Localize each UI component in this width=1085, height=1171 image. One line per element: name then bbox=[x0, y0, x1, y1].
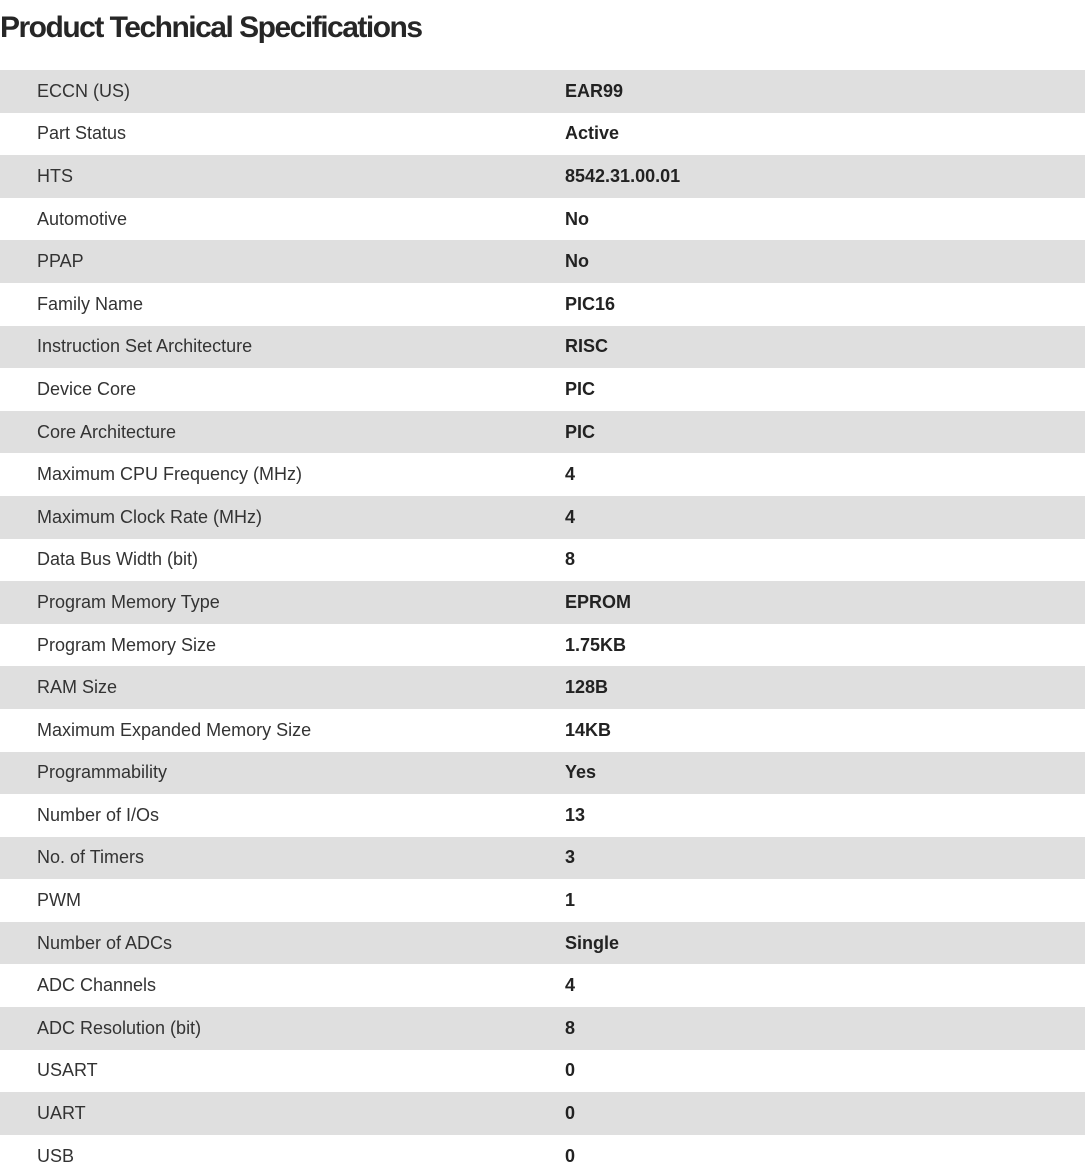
spec-label: Maximum Clock Rate (MHz) bbox=[0, 496, 565, 539]
spec-value: PIC16 bbox=[565, 283, 1085, 326]
spec-label: ADC Resolution (bit) bbox=[0, 1007, 565, 1050]
spec-label: Data Bus Width (bit) bbox=[0, 539, 565, 582]
spec-label: Instruction Set Architecture bbox=[0, 326, 565, 369]
spec-label: PPAP bbox=[0, 240, 565, 283]
spec-value: 14KB bbox=[565, 709, 1085, 752]
table-row bbox=[0, 453, 1085, 496]
table-row bbox=[0, 155, 1085, 198]
table-row bbox=[0, 709, 1085, 752]
spec-value: EPROM bbox=[565, 581, 1085, 624]
spec-value: Yes bbox=[565, 752, 1085, 795]
spec-label: Device Core bbox=[0, 368, 565, 411]
spec-value: 4 bbox=[565, 496, 1085, 539]
spec-value: 0 bbox=[565, 1092, 1085, 1135]
specifications-table-body bbox=[0, 70, 1085, 1171]
spec-label: Maximum Expanded Memory Size bbox=[0, 709, 565, 752]
table-row bbox=[0, 581, 1085, 624]
spec-value: 1.75KB bbox=[565, 624, 1085, 667]
table-row bbox=[0, 1135, 1085, 1171]
spec-label: Program Memory Size bbox=[0, 624, 565, 667]
spec-label: UART bbox=[0, 1092, 565, 1135]
spec-label: ECCN (US) bbox=[0, 70, 565, 113]
table-row bbox=[0, 752, 1085, 795]
spec-value: PIC bbox=[565, 411, 1085, 454]
table-row bbox=[0, 624, 1085, 667]
specifications-table bbox=[0, 70, 1085, 1171]
spec-value: Active bbox=[565, 113, 1085, 156]
table-row bbox=[0, 240, 1085, 283]
spec-label: Number of I/Os bbox=[0, 794, 565, 837]
table-row bbox=[0, 837, 1085, 880]
spec-label: USB bbox=[0, 1135, 565, 1171]
spec-value: EAR99 bbox=[565, 70, 1085, 113]
table-row bbox=[0, 964, 1085, 1007]
spec-label: No. of Timers bbox=[0, 837, 565, 880]
spec-label: PWM bbox=[0, 879, 565, 922]
table-row bbox=[0, 539, 1085, 582]
table-row bbox=[0, 666, 1085, 709]
spec-value: 13 bbox=[565, 794, 1085, 837]
spec-value: 8 bbox=[565, 1007, 1085, 1050]
table-row bbox=[0, 879, 1085, 922]
table-row bbox=[0, 794, 1085, 837]
table-row bbox=[0, 922, 1085, 965]
spec-value: 0 bbox=[565, 1135, 1085, 1171]
spec-value: PIC bbox=[565, 368, 1085, 411]
spec-label: Core Architecture bbox=[0, 411, 565, 454]
spec-label: ADC Channels bbox=[0, 964, 565, 1007]
spec-label: HTS bbox=[0, 155, 565, 198]
page-title: Product Technical Specifications bbox=[0, 11, 422, 44]
spec-label: Automotive bbox=[0, 198, 565, 241]
spec-value: No bbox=[565, 198, 1085, 241]
table-row bbox=[0, 70, 1085, 113]
spec-label: Programmability bbox=[0, 752, 565, 795]
spec-value: 4 bbox=[565, 453, 1085, 496]
spec-label: Program Memory Type bbox=[0, 581, 565, 624]
spec-value: 3 bbox=[565, 837, 1085, 880]
table-row bbox=[0, 283, 1085, 326]
table-row bbox=[0, 198, 1085, 241]
spec-label: Family Name bbox=[0, 283, 565, 326]
table-row bbox=[0, 113, 1085, 156]
table-row bbox=[0, 368, 1085, 411]
table-row bbox=[0, 411, 1085, 454]
spec-value: 4 bbox=[565, 964, 1085, 1007]
spec-value: RISC bbox=[565, 326, 1085, 369]
spec-label: Number of ADCs bbox=[0, 922, 565, 965]
spec-label: Part Status bbox=[0, 113, 565, 156]
spec-label: USART bbox=[0, 1050, 565, 1093]
table-row bbox=[0, 1007, 1085, 1050]
table-row bbox=[0, 1050, 1085, 1093]
spec-label: Maximum CPU Frequency (MHz) bbox=[0, 453, 565, 496]
spec-value: No bbox=[565, 240, 1085, 283]
spec-value: 128B bbox=[565, 666, 1085, 709]
spec-value: 0 bbox=[565, 1050, 1085, 1093]
spec-value: 8542.31.00.01 bbox=[565, 155, 1085, 198]
table-row bbox=[0, 1092, 1085, 1135]
spec-value: Single bbox=[565, 922, 1085, 965]
table-row bbox=[0, 326, 1085, 369]
table-row bbox=[0, 496, 1085, 539]
spec-label: RAM Size bbox=[0, 666, 565, 709]
spec-value: 8 bbox=[565, 539, 1085, 582]
spec-value: 1 bbox=[565, 879, 1085, 922]
